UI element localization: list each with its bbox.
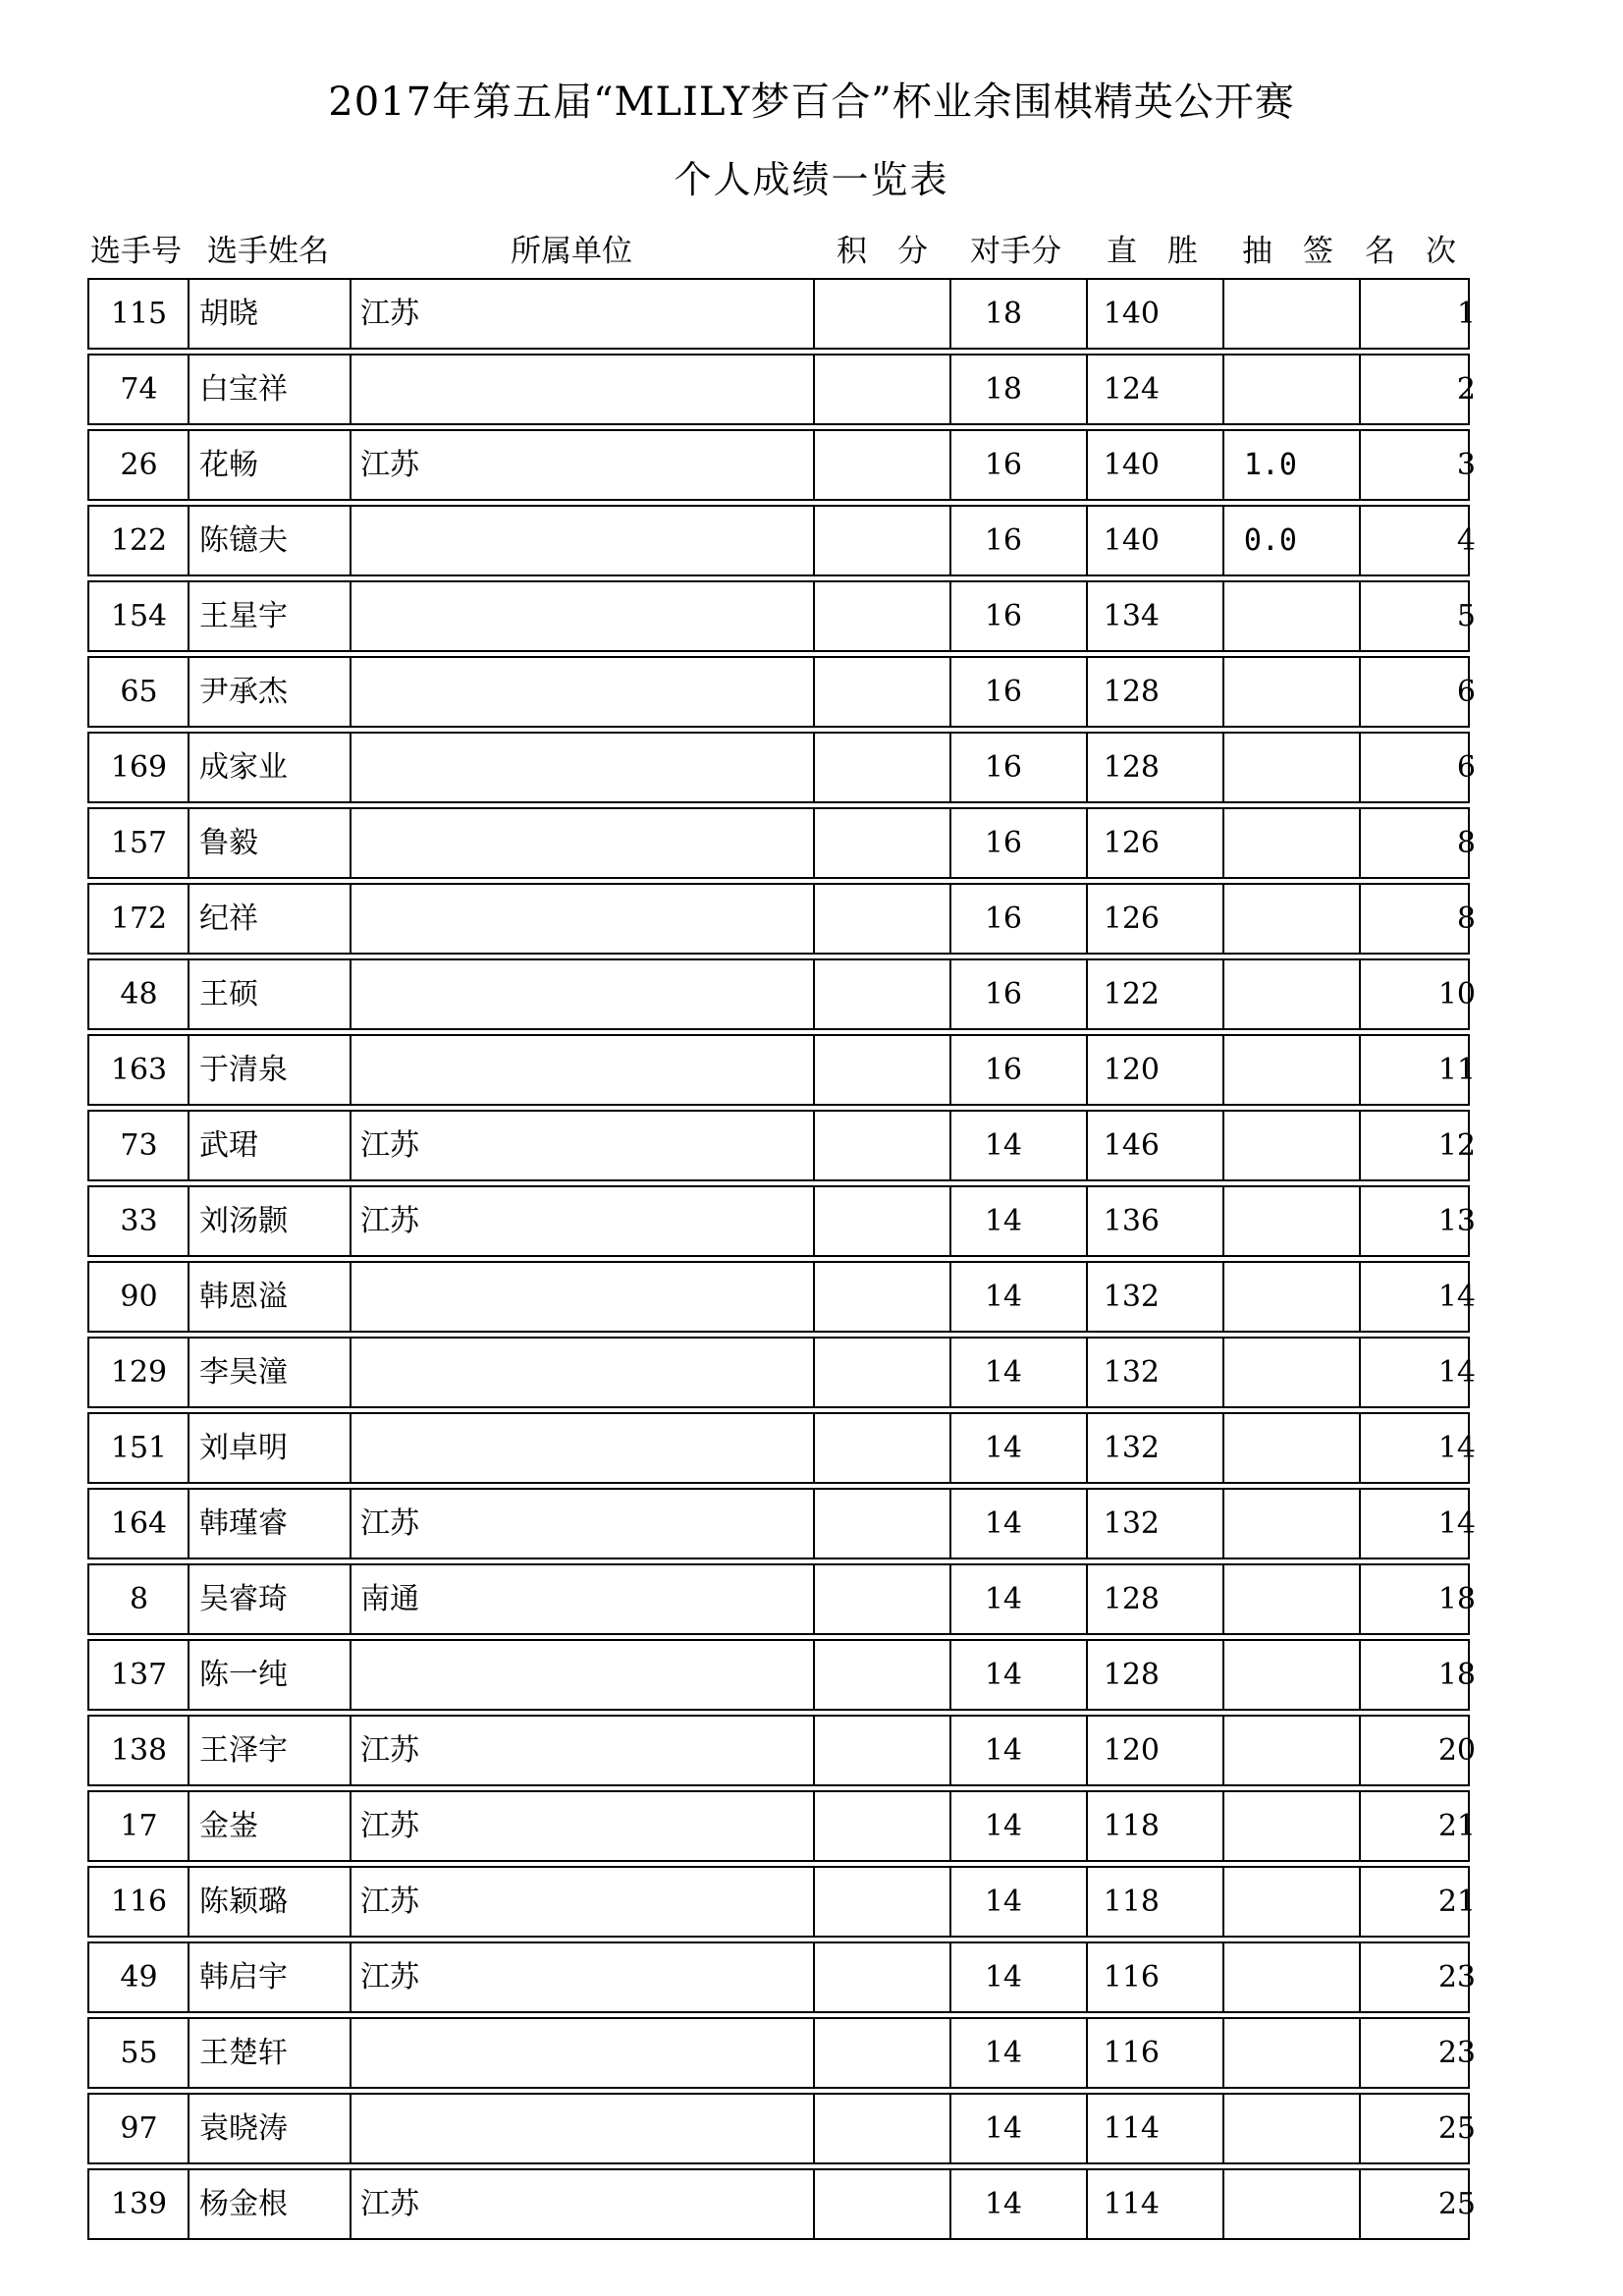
cell-player-name: 武珺 [199, 1128, 258, 1163]
cell-opponent-score: 132 [1103, 1506, 1160, 1541]
cell-player-name: 刘卓明 [199, 1431, 288, 1465]
table-row [87, 883, 1476, 955]
column-divider [813, 280, 815, 348]
header-opponent-score: 对手分 [970, 234, 1061, 269]
cell-points: 14 [984, 2036, 1022, 2070]
cell-player-name: 韩恩溢 [199, 1280, 288, 1314]
cell-player-id: 164 [110, 1506, 168, 1541]
cell-opponent-score: 128 [1103, 675, 1160, 709]
cell-rank: 5 [1456, 599, 1476, 633]
cell-unit [360, 1036, 655, 1104]
cell-rank: 14 [1437, 1355, 1476, 1390]
cell-rank: 20 [1437, 1733, 1476, 1768]
cell-unit [360, 2095, 655, 2162]
cell-unit: 江苏 [360, 1506, 419, 1541]
cell-player-name: 李昊潼 [199, 1355, 288, 1390]
cell-player-id: 154 [110, 599, 168, 633]
column-divider [813, 1868, 815, 1936]
cell-rank: 8 [1456, 826, 1476, 860]
cell-unit [360, 960, 655, 1028]
cell-player-name: 袁晓涛 [199, 2111, 288, 2146]
cell-opponent-score: 140 [1103, 448, 1160, 482]
cell-points: 14 [984, 1733, 1022, 1768]
cell-player-name: 成家业 [199, 750, 288, 785]
cell-player-id: 55 [120, 2036, 158, 2070]
column-divider [813, 582, 815, 650]
table-row [87, 505, 1476, 576]
table-row [87, 1790, 1476, 1862]
cell-opponent-score: 136 [1103, 1204, 1160, 1238]
table-row [87, 1185, 1476, 1257]
table-row [87, 1941, 1476, 2013]
cell-points: 14 [984, 1658, 1022, 1692]
cell-opponent-score: 134 [1103, 599, 1160, 633]
cell-opponent-score: 124 [1103, 372, 1160, 407]
cell-player-id: 116 [110, 1885, 168, 1919]
cell-player-name: 陈一纯 [199, 1658, 288, 1692]
cell-rank: 23 [1437, 2036, 1476, 2070]
cell-opponent-score: 114 [1103, 2187, 1160, 2221]
cell-player-name: 陈镱夫 [199, 523, 288, 558]
cell-opponent-score: 116 [1103, 2036, 1160, 2070]
cell-unit: 江苏 [360, 1885, 419, 1919]
cell-points: 14 [984, 2111, 1022, 2146]
cell-points: 14 [984, 1885, 1022, 1919]
table-row [87, 1488, 1476, 1559]
cell-points: 14 [984, 1582, 1022, 1616]
column-divider [813, 885, 815, 953]
cell-rank: 14 [1437, 1280, 1476, 1314]
cell-points: 16 [984, 675, 1022, 709]
cell-player-name: 王泽宇 [199, 1733, 288, 1768]
cell-unit [360, 355, 655, 423]
cell-opponent-score: 128 [1103, 750, 1160, 785]
cell-rank: 14 [1437, 1506, 1476, 1541]
cell-rank: 6 [1456, 750, 1476, 785]
cell-player-name: 于清泉 [199, 1053, 288, 1087]
cell-opponent-score: 128 [1103, 1582, 1160, 1616]
cell-unit [360, 1263, 655, 1331]
cell-points: 14 [984, 1204, 1022, 1238]
cell-unit [360, 1641, 655, 1709]
cell-unit: 江苏 [360, 297, 419, 331]
cell-opponent-score: 140 [1103, 523, 1160, 558]
column-divider [813, 960, 815, 1028]
cell-rank: 12 [1437, 1128, 1476, 1163]
cell-player-name: 鲁毅 [199, 826, 258, 860]
cell-player-name: 王楚轩 [199, 2036, 288, 2070]
cell-unit: 江苏 [360, 1960, 419, 1995]
cell-player-name: 白宝祥 [199, 372, 288, 407]
cell-points: 16 [984, 523, 1022, 558]
cell-points: 16 [984, 902, 1022, 936]
cell-unit: 江苏 [360, 1733, 419, 1768]
table-row [87, 1866, 1476, 1938]
cell-player-id: 137 [110, 1658, 168, 1692]
cell-rank: 4 [1456, 523, 1476, 558]
table-row [87, 580, 1476, 652]
cell-points: 16 [984, 977, 1022, 1011]
table-row [87, 1715, 1476, 1786]
column-divider [813, 1339, 815, 1406]
cell-points: 14 [984, 1128, 1022, 1163]
column-divider [813, 2095, 815, 2162]
table-row [87, 2168, 1476, 2240]
table-row [87, 1110, 1476, 1181]
cell-rank: 23 [1437, 1960, 1476, 1995]
table-row [87, 1261, 1476, 1333]
cell-player-id: 65 [120, 675, 158, 709]
cell-player-id: 8 [129, 1582, 149, 1616]
cell-opponent-score: 120 [1103, 1733, 1160, 1768]
cell-opponent-score: 128 [1103, 1658, 1160, 1692]
cell-player-id: 90 [120, 1280, 158, 1314]
column-divider [813, 1641, 815, 1709]
cell-points: 18 [984, 372, 1022, 407]
cell-player-id: 26 [120, 448, 158, 482]
cell-points: 14 [984, 1809, 1022, 1843]
cell-rank: 25 [1437, 2111, 1476, 2146]
table-row [87, 1034, 1476, 1106]
cell-opponent-score: 120 [1103, 1053, 1160, 1087]
header-unit: 所属单位 [511, 234, 632, 269]
cell-opponent-score: 118 [1103, 1809, 1160, 1843]
cell-player-name: 纪祥 [199, 902, 258, 936]
table-row [87, 354, 1476, 425]
column-divider [813, 1565, 815, 1633]
column-divider [813, 1112, 815, 1179]
cell-player-id: 97 [120, 2111, 158, 2146]
cell-player-name: 杨金根 [199, 2187, 288, 2221]
header-direct-win: 直 胜 [1107, 234, 1198, 269]
cell-rank: 21 [1437, 1809, 1476, 1843]
column-divider [813, 1187, 815, 1255]
cell-player-id: 157 [110, 826, 168, 860]
cell-unit: 江苏 [360, 1809, 419, 1843]
cell-unit: 江苏 [360, 2187, 419, 2221]
table-row [87, 1337, 1476, 1408]
cell-player-id: 129 [110, 1355, 168, 1390]
cell-player-name: 吴睿琦 [199, 1582, 288, 1616]
cell-rank: 10 [1437, 977, 1476, 1011]
column-divider [813, 734, 815, 801]
cell-player-name: 王硕 [199, 977, 258, 1011]
cell-player-name: 胡晓 [199, 297, 258, 331]
header-player-id: 选手号 [90, 234, 182, 269]
cell-unit: 江苏 [360, 448, 419, 482]
cell-rank: 1 [1456, 297, 1476, 331]
cell-unit [360, 1414, 655, 1482]
cell-points: 14 [984, 1506, 1022, 1541]
cell-player-name: 尹承杰 [199, 675, 288, 709]
table-row [87, 2017, 1476, 2089]
table-row [87, 1639, 1476, 1711]
cell-points: 14 [984, 1431, 1022, 1465]
column-divider [813, 809, 815, 877]
cell-player-id: 115 [110, 297, 168, 331]
cell-player-name: 王星宇 [199, 599, 288, 633]
table-row [87, 1563, 1476, 1635]
cell-player-id: 172 [110, 902, 168, 936]
document-title: 2017年第五届“MLILY梦百合”杯业余围棋精英公开赛 [328, 80, 1295, 125]
cell-player-id: 49 [120, 1960, 158, 1995]
cell-points: 16 [984, 826, 1022, 860]
column-divider [813, 355, 815, 423]
cell-opponent-score: 140 [1103, 297, 1160, 331]
cell-points: 14 [984, 1280, 1022, 1314]
cell-player-id: 169 [110, 750, 168, 785]
cell-opponent-score: 122 [1103, 977, 1160, 1011]
cell-player-id: 138 [110, 1733, 168, 1768]
column-divider [813, 1943, 815, 2011]
cell-unit [360, 809, 655, 877]
cell-points: 16 [984, 1053, 1022, 1087]
table-row [87, 807, 1476, 879]
cell-player-id: 151 [110, 1431, 168, 1465]
cell-player-id: 163 [110, 1053, 168, 1087]
cell-player-id: 74 [120, 372, 158, 407]
cell-opponent-score: 126 [1103, 826, 1160, 860]
column-divider [813, 507, 815, 574]
table-row [87, 2093, 1476, 2164]
column-divider [813, 1490, 815, 1558]
cell-player-id: 122 [110, 523, 168, 558]
cell-unit: 江苏 [360, 1204, 419, 1238]
cell-player-id: 33 [120, 1204, 158, 1238]
cell-player-name: 韩瑾睿 [199, 1506, 288, 1541]
cell-rank: 18 [1437, 1658, 1476, 1692]
cell-unit [360, 658, 655, 726]
cell-opponent-score: 116 [1103, 1960, 1160, 1995]
column-divider [813, 658, 815, 726]
cell-player-id: 139 [110, 2187, 168, 2221]
cell-unit [360, 582, 655, 650]
table-row [87, 1412, 1476, 1484]
cell-points: 16 [984, 599, 1022, 633]
column-divider [813, 1717, 815, 1784]
cell-unit: 南通 [360, 1582, 419, 1616]
column-divider [813, 2019, 815, 2087]
cell-opponent-score: 126 [1103, 902, 1160, 936]
cell-points: 14 [984, 1960, 1022, 1995]
cell-unit [360, 2019, 655, 2087]
column-divider [813, 1036, 815, 1104]
column-divider [813, 431, 815, 499]
cell-rank: 21 [1437, 1885, 1476, 1919]
cell-points: 14 [984, 1355, 1022, 1390]
cell-rank: 6 [1456, 675, 1476, 709]
cell-unit [360, 1339, 655, 1406]
document-subtitle: 个人成绩一览表 [674, 158, 949, 201]
cell-player-name: 陈颖璐 [199, 1885, 288, 1919]
cell-points: 14 [984, 2187, 1022, 2221]
cell-rank: 13 [1437, 1204, 1476, 1238]
cell-opponent-score: 118 [1103, 1885, 1160, 1919]
table-row [87, 732, 1476, 803]
cell-unit [360, 507, 655, 574]
cell-points: 16 [984, 750, 1022, 785]
cell-opponent-score: 132 [1103, 1431, 1160, 1465]
cell-player-name: 金崟 [199, 1809, 258, 1843]
cell-rank: 25 [1437, 2187, 1476, 2221]
cell-rank: 18 [1437, 1582, 1476, 1616]
results-table [87, 278, 1476, 2244]
cell-opponent-score: 146 [1103, 1128, 1160, 1163]
cell-points: 18 [984, 297, 1022, 331]
cell-points: 16 [984, 448, 1022, 482]
cell-unit [360, 734, 655, 801]
table-row [87, 656, 1476, 728]
header-player-name: 选手姓名 [207, 234, 329, 269]
cell-opponent-score: 132 [1103, 1355, 1160, 1390]
cell-unit: 江苏 [360, 1128, 419, 1163]
cell-rank: 8 [1456, 902, 1476, 936]
cell-opponent-score: 114 [1103, 2111, 1160, 2146]
cell-direct-win: 0.0 [1243, 523, 1297, 558]
cell-unit [360, 885, 655, 953]
cell-rank: 14 [1437, 1431, 1476, 1465]
column-divider [813, 1263, 815, 1331]
column-divider [813, 2170, 815, 2238]
cell-player-name: 花畅 [199, 448, 258, 482]
cell-player-id: 48 [120, 977, 158, 1011]
header-points: 积 分 [837, 234, 928, 269]
cell-rank: 2 [1456, 372, 1476, 407]
cell-rank: 3 [1456, 448, 1476, 482]
cell-rank: 11 [1437, 1053, 1476, 1087]
cell-opponent-score: 132 [1103, 1280, 1160, 1314]
table-row [87, 278, 1476, 350]
cell-player-id: 73 [120, 1128, 158, 1163]
table-row [87, 429, 1476, 501]
column-divider [813, 1792, 815, 1860]
table-row [87, 958, 1476, 1030]
cell-player-id: 17 [120, 1809, 158, 1843]
column-divider [813, 1414, 815, 1482]
header-rank: 名 次 [1365, 234, 1456, 269]
cell-player-name: 韩启宇 [199, 1960, 288, 1995]
cell-player-name: 刘汤颢 [199, 1204, 288, 1238]
header-draw: 抽 签 [1242, 234, 1333, 269]
cell-direct-win: 1.0 [1243, 448, 1297, 482]
